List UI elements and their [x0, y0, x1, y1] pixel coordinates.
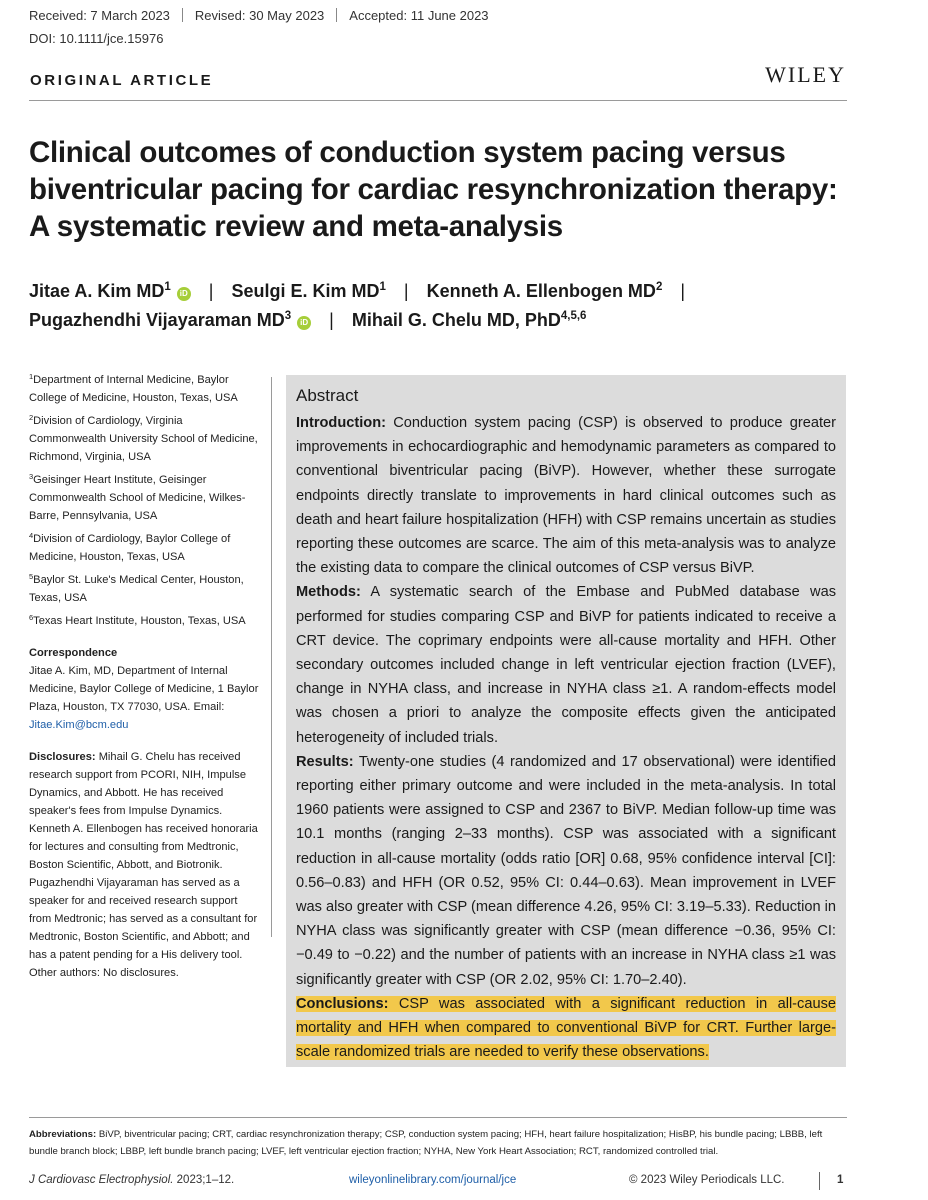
section-text: CSP was associated with a significant reduction in all-cause mortality and HFH when compared to conventional BiVP for CRT. Further large-scale randomized trials are needed to verify these observations.: [296, 995, 836, 1061]
journal-name: J Cardiovasc Electrophysiol.: [29, 1174, 174, 1186]
affiliation-sup: 4: [29, 531, 34, 540]
section-label: Methods:: [296, 584, 361, 601]
abstract-methods: [296, 580, 836, 749]
doi[interactable]: DOI: 10.1111/jce.15976: [29, 31, 164, 46]
affiliation: [29, 371, 261, 407]
affiliation-text: Texas Heart Institute, Houston, Texas, USA: [33, 615, 246, 627]
disclosures: [29, 748, 261, 982]
affiliation-sup: 3: [29, 472, 34, 481]
abstract-heading: Abstract: [296, 386, 359, 405]
abstract-box: [286, 375, 846, 1067]
affiliation-sup: 6: [29, 613, 34, 622]
author-name[interactable]: Mihail G. Chelu MD, PhD: [351, 310, 561, 330]
copyright: © 2023 Wiley Periodicals LLC.: [629, 1174, 785, 1186]
article-title: [29, 134, 889, 245]
affiliation-sup: 5: [29, 572, 34, 581]
abbreviations: [29, 1126, 849, 1160]
abbreviations-text: BiVP, biventricular pacing; CRT, cardiac resynchronization therapy; CSP, conduction system pacing; HFH, heart failure hospitalization; HisBP, his bundle pacing; LBBB, left bundle branch block; LBBP, left bundle branch pacing; LVEF, left ventricular ejection fraction; NYHA, New York Heart Association; RCT, randomized controlled trial.: [29, 1129, 823, 1157]
correspondence-heading: Correspondence: [29, 647, 118, 659]
footer-rule: [29, 1117, 847, 1118]
affiliation-text: Baylor St. Luke's Medical Center, Houston, Texas, USA: [29, 574, 244, 604]
section-label: Introduction:: [296, 415, 386, 431]
author-name[interactable]: Seulgi E. Kim MD: [231, 281, 380, 301]
received-date: Received: 7 March 2023: [29, 8, 170, 23]
page-number: 1: [837, 1174, 844, 1186]
affiliation-sup: 2: [29, 413, 34, 422]
section-label: Results:: [296, 753, 354, 770]
affiliation: [29, 471, 261, 525]
section-text: A systematic search of the Embase and PubMed database was performed for studies comparing CSP and BiVP for patients indicated to receive a CRT device. The coprimary endpoints were all-cause mortality and HFH. Other secondary outcomes included change in left ventricular ejection fraction (LVEF), change in NYHA class, and increase in NYHA class ≥1. A random-effects model was chosen a priori to analyze the composite effects given the anticipated heterogeneity of included trials.: [296, 584, 837, 746]
author-name[interactable]: Pugazhendhi Vijayaraman MD: [29, 310, 285, 330]
accepted-date: Accepted: 11 June 2023: [349, 8, 489, 23]
divider: [336, 8, 337, 22]
author-name[interactable]: Jitae A. Kim MD: [29, 281, 165, 301]
affiliation: [29, 571, 261, 607]
revised-date: Revised: 30 May 2023: [194, 8, 325, 23]
divider: [182, 8, 183, 22]
affiliation-text: Division of Cardiology, Baylor College of Medicine, Houston, Texas, USA: [29, 533, 231, 563]
author-name[interactable]: Kenneth A. Ellenbogen MD: [426, 281, 656, 301]
journal-citation: [29, 1174, 234, 1186]
author-affiliation-sup: 3: [284, 310, 292, 322]
affiliation-sup: 1: [29, 372, 34, 381]
author-affiliation-sup: 1: [379, 281, 386, 293]
correspondence-text: [29, 662, 261, 734]
abstract-introduction: [296, 411, 836, 580]
orcid-icon[interactable]: iD: [177, 287, 191, 301]
author-separator: |: [680, 281, 686, 301]
affiliation-text: Geisinger Heart Institute, Geisinger Commonwealth School of Medicine, Wilkes-Barre, Pennsylvania, USA: [29, 474, 246, 522]
author-affiliation-sup: 1: [164, 281, 171, 293]
abstract-results: [296, 750, 836, 992]
article-type: ORIGINAL ARTICLE: [30, 72, 214, 89]
title-line: A systematic review and meta-analysis: [29, 210, 563, 243]
email-link[interactable]: Jitae.Kim@bcm.edu: [29, 719, 129, 731]
title-line: biventricular pacing for cardiac resynchronization therapy:: [29, 173, 838, 206]
section-text: Twenty-one studies (4 randomized and 17 observational) were identified reporting either primary outcome and were included in the meta-analysis. In total 1960 patients were assigned to CSP and 2367 to BiVP. Median follow-up time was 10.1 months (ranging 2–33 months). CSP was associated with a significant reduction in all-cause mortality (odds ratio [OR] 0.68, 95% confidence interval [CI]: 0.56–0.83) and HFH (OR 0.52, 95% CI: 0.44–0.63). Mean improvement in LVEF was also greater with CSP (mean difference 4.26, 95% CI: 3.19–5.33). Reduction in NYHA class was significantly greater with CSP (mean difference −0.36, 95% CI: −0.49 to −0.22) and the number of patients with an increase in NYHA class ≥1 was significantly greater with CSP (OR 2.02, 95% CI: 1.70–2.40).: [296, 753, 836, 988]
disclosures-text: Mihail G. Chelu has received research support from PCORI, NIH, Impulse Dynamics, and Abbott. He has received speaker's fees from Impulse Dynamics. Kenneth A. Ellenbogen has received honoraria for lectures and consulting from Medtronic, Boston Scientific, Abbott, and Biotronik. Pugazhendhi Vijayaraman has served as a speaker for and received research support from Medtronic; has served as a consultant for Medtronic, Boston Scientific, and Abbott; and has a patent pending for a His delivery tool. Other authors: No disclosures.: [29, 751, 258, 979]
footer-divider: [819, 1172, 820, 1190]
affiliation-text: Division of Cardiology, Virginia Commonwealth University School of Medicine, Richmond, Virginia, USA: [29, 415, 258, 463]
affiliations-column: [29, 371, 261, 982]
author-separator: |: [403, 281, 409, 301]
disclosures-heading: Disclosures:: [29, 751, 96, 763]
journal-url[interactable]: wileyonlinelibrary.com/journal/jce: [349, 1174, 517, 1186]
author-separator: |: [329, 310, 334, 330]
abbreviations-label: Abbreviations:: [29, 1129, 97, 1140]
publication-dates: [29, 8, 489, 23]
highlight: [296, 996, 836, 1060]
citation-year: 2023;1–12.: [176, 1174, 235, 1186]
correspondence-address: Jitae A. Kim, MD, Department of Internal Medicine, Baylor College of Medicine, 1 Baylor Plaza, Houston, TX 77030, USA.: [29, 665, 259, 713]
title-line: Clinical outcomes of conduction system pacing versus: [29, 136, 786, 169]
affiliation: [29, 612, 261, 630]
column-divider: [271, 377, 272, 937]
author-list: [29, 277, 889, 335]
affiliation-text: Department of Internal Medicine, Baylor College of Medicine, Houston, Texas, USA: [29, 374, 238, 404]
author-affiliation-sup: 4,5,6: [560, 310, 587, 322]
publisher-logo[interactable]: WILEY: [765, 62, 846, 87]
affiliation: [29, 412, 261, 466]
author-affiliation-sup: 2: [655, 281, 663, 293]
header-rule: [29, 100, 847, 101]
author-separator: |: [208, 281, 214, 301]
abstract-conclusions: [296, 992, 836, 1065]
section-label: Conclusions:: [296, 995, 389, 1012]
orcid-icon[interactable]: iD: [297, 316, 311, 330]
section-text: Conduction system pacing (CSP) is observed to produce greater improvements in echocardiographic and hemodynamic parameters as compared to conventional biventricular pacing (BiVP). However, whether these surrogate endpoints directly translate to improvements in hard clinical outcomes such as death and heart failure hospitalization (HFH) with CSP remains uncertain as studies reporting these outcomes are scarce. The aim of this meta-analysis was to analyze the existing data to compare the clinical outcomes of CSP versus BiVP.: [296, 415, 836, 577]
affiliation: [29, 530, 261, 566]
email-label: Email:: [193, 701, 225, 713]
